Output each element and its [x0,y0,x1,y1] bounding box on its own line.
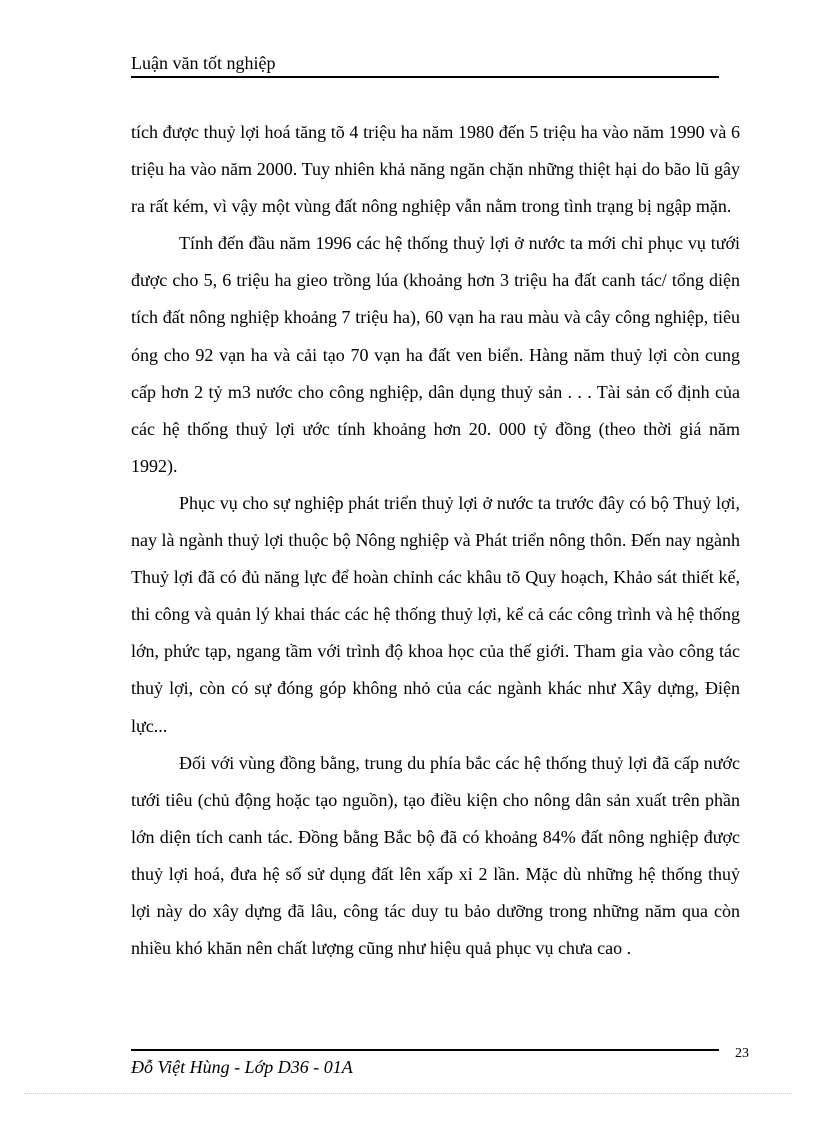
footer-rule [131,1049,719,1051]
paragraph-4: Đối với vùng đồng bằng, trung du phía bắc các hệ thống thuỷ lợi đã cấp nước tưới tiêu (chủ động hoặc tạo nguồn), tạo điều kiện cho nông dân sản xuất trên phần lớn diện tích canh tác. Đồng bằng Bắc bộ đã có khoảng 84% đất nông nghiệp được thuỷ lợi hoá, đưa hệ số sử dụng đất lên xấp xỉ 2 lần. Mặc dù những hệ thống thuỷ lợi này do xây dựng đã lâu, công tác duy tu bảo dưỡng trong những năm qua còn nhiều khó khăn nên chất lượng cũng như hiệu quả phục vụ chưa cao . [131,752,740,959]
paragraph-1: tích được thuỷ lợi hoá tăng tõ 4 triệu ha năm 1980 đến 5 triệu ha vào năm 1990 và 6 triệu ha vào năm 2000. Tuy nhiên khả năng ngăn chặn những thiệt hại do bão lũ gây ra rất kém, vì vậy một vùng đất nông nghiệp vẫn nằm trong tình trạng bị ngập mặn. [131,122,740,217]
page-number: 23 [735,1046,749,1061]
paragraph-2: Tính đến đầu năm 1996 các hệ thống thuỷ lợi ở nước ta mới chỉ phục vụ tưới được cho 5, 6 triệu ha gieo trồng lúa (khoảng hơn 3 triệu ha đất canh tác/ tổng diện tích đất nông nghiệp khoảng 7 triệu ha), 60 vạn ha rau màu và cây công nghiệp, tiêu óng cho 92 vạn ha và cải tạo 70 vạn ha đất ven biển. Hàng năm thuỷ lợi còn cung cấp hơn 2 tỷ m3 nước cho công nghiệp, dân dụng thuỷ sản . . . Tài sản cố định của các hệ thống thuỷ lợi ước tính khoảng hơn 20. 000 tỷ đồng (theo thời giá năm 1992). [131,233,740,476]
footer-author: Đỗ Việt Hùng - Lớp D36 - 01A [131,1057,353,1077]
header-rule [131,76,719,78]
page-bottom-dotted-border [24,1093,792,1094]
paragraph-3: Phục vụ cho sự nghiệp phát triển thuỷ lợi ở nước ta trước đây có bộ Thuỷ lợi, nay là ngành thuỷ lợi thuộc bộ Nông nghiệp và Phát triển nông thôn. Đến nay ngành Thuỷ lợi đã có đủ năng lực để hoàn chỉnh các khâu tõ Quy hoạch, Khảo sát thiết kế, thi công và quản lý khai thác các hệ thống thuỷ lợi, kể cả các công trình và hệ thống lớn, phức tạp, ngang tầm với trình độ khoa học của thế giới. Tham gia vào công tác thuỷ lợi, còn có sự đóng góp không nhỏ của các ngành khác như Xây dựng, Điện lực... [131,492,740,736]
running-header-title: Luận văn tốt nghiệp [131,53,276,73]
body-text [131,114,740,967]
